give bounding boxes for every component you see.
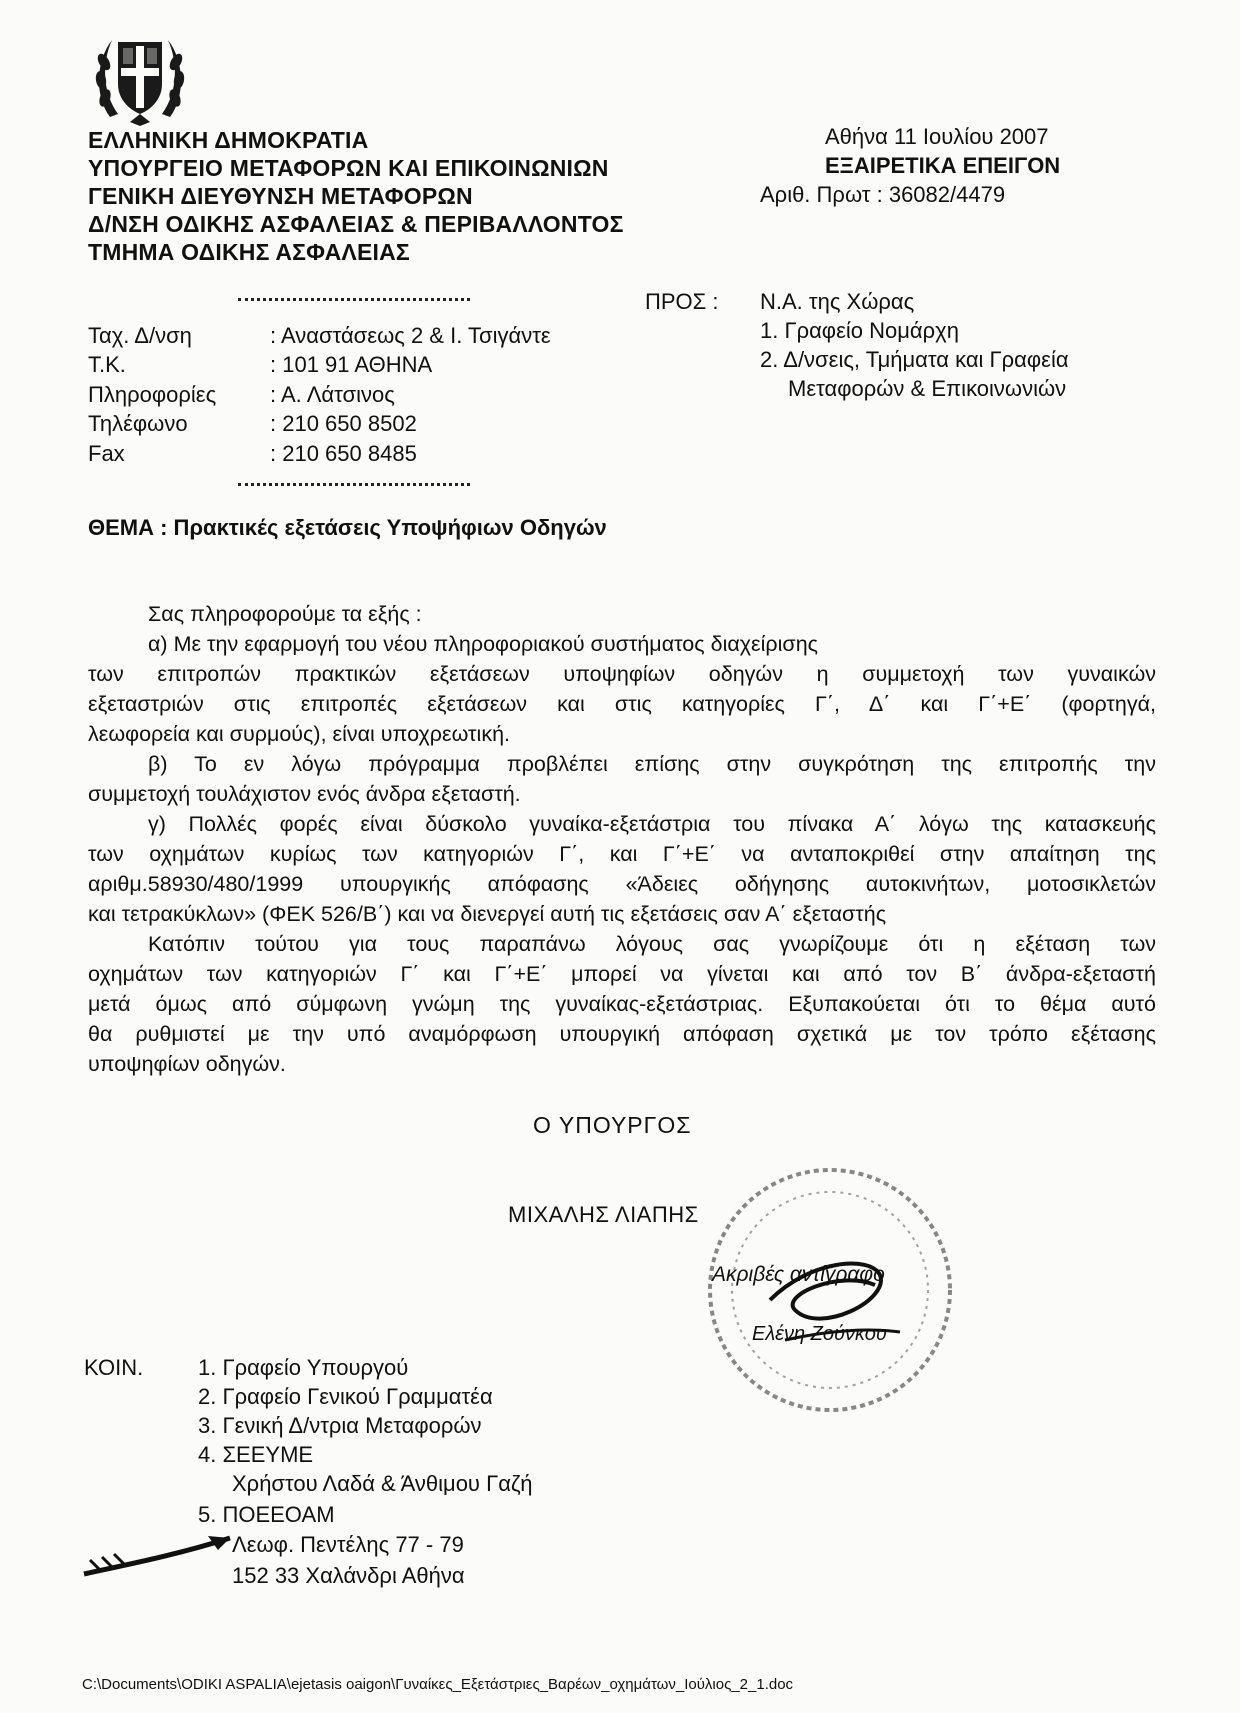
body-line-c: γ) Πολλές φορές είναι δύσκολο γυναίκα-εξετάστρια του πίνακα Α΄ λόγω της κατασκευής [148,812,1156,836]
recipient-line-1: Ν.Α. της Χώρας [760,289,915,314]
body-line: θα ρυθμιστεί με την υπό αναμόρφωση υπουργική απόφαση σχετικά με τον τρόπο εξέτασης [88,1022,1156,1046]
body-line: συμμετοχή τουλάχιστον ενός άνδρα εξεταστή. [88,782,521,806]
contact-label-fax: Fax [88,441,125,466]
header-line-3: ΓΕΝΙΚΗ ΔΙΕΥΘΥΝΣΗ ΜΕΤΑΦΟΡΩΝ [88,183,473,209]
cc-line: 3. Γενική Δ/ντρια Μεταφορών [198,1413,482,1438]
contact-value-address: : Αναστάσεως 2 & Ι. Τσιγάντε [270,323,551,348]
protocol-number: Αριθ. Πρωτ : 36082/4479 [760,182,1006,207]
body-line: και τετρακύκλων» (ΦΕΚ 526/Β΄) και να διενεργεί αυτή τις εξετάσεις σαν Α΄ εξεταστής [88,902,887,926]
body-line: οχημάτων των κατηγοριών Γ΄ και Γ΄+Ε΄ μπορεί να γίνεται και από τον Β΄ άνδρα-εξεταστή [88,962,1156,986]
separator-top [238,298,470,301]
urgency-label: ΕΞΑΙΡΕΤΙΚΑ ΕΠΕΙΓΟΝ [825,153,1061,178]
cc-line: 152 33 Χαλάνδρι Αθήνα [232,1563,465,1588]
contact-value-postcode: : 101 91 ΑΘΗΝΑ [270,352,433,377]
header-line-2: ΥΠΟΥΡΓΕΙΟ ΜΕΤΑΦΟΡΩΝ ΚΑΙ ΕΠΙΚΟΙΝΩΝΙΩΝ [88,155,609,181]
cc-line: Λεωφ. Πεντέλης 77 - 79 [232,1532,464,1557]
coat-of-arms-emblem [90,22,190,130]
file-path-footer: C:\Documents\ODIKI ASPALIA\ejetasis oaigon\Γυναίκες_Εξετάστριες_Βαρέων_οχημάτων_Ιούλιος_2_1.doc [82,1676,794,1693]
contact-label-address: Ταχ. Δ/νση [88,323,192,348]
body-line: των οχημάτων κυρίως των κατηγοριών Γ΄, και Γ΄+Ε΄ να ανταποκριθεί στην απαίτηση της [88,842,1156,866]
stamp-text-certified: Ακριβές αντίγραφο [712,1263,885,1286]
subject-line: ΘΕΜΑ : Πρακτικές εξετάσεις Υποψήφιων Οδηγών [88,515,607,540]
recipient-line-3: 2. Δ/νσεις, Τμήματα και Γραφεία [760,347,1069,372]
body-line-b: β) Το εν λόγω πρόγραμμα προβλέπει επίσης στην συγκρότηση της επιτροπής την [148,752,1156,776]
cc-line: 1. Γραφείο Υπουργού [198,1355,409,1380]
document-date: Αθήνα 11 Ιουλίου 2007 [825,124,1049,149]
body-line: εξεταστριών στις επιτροπές εξετάσεων και στις κατηγορίες Γ΄, Δ΄ και Γ΄+Ε΄ (φορτηγά, [88,692,1156,716]
body-line-d: Κατόπιν τούτου για τους παραπάνω λόγους σας γνωρίζουμε ότι η εξέταση των [148,932,1156,956]
body-line: των επιτροπών πρακτικών εξετάσεων υποψηφίων οδηγών η συμμετοχή των γυναικών [88,662,1156,686]
body-line: αριθμ.58930/480/1999 υπουργικής απόφασης «Άδειες οδήγησης αυτοκινήτων, μοτοσικλετών [88,872,1156,896]
contact-value-fax: : 210 650 8485 [270,441,417,466]
separator-bottom [238,483,470,486]
body-line: μετά όμως από σύμφωνη γνώμη της γυναίκας-εξετάστριας. Εξυπακούεται ότι το θέμα αυτό [88,992,1156,1016]
contact-label-info: Πληροφορίες [88,382,217,407]
body-line-a: α) Με την εφαρμογή του νέου πληροφοριακού συστήματος διαχείρισης [148,632,819,656]
signature-title: Ο ΥΠΟΥΡΓΟΣ [533,1112,692,1138]
header-line-1: ΕΛΛΗΝΙΚΗ ΔΗΜΟΚΡΑΤΙΑ [88,127,369,153]
contact-value-info: : Α. Λάτσινος [270,382,395,407]
body-line: λεωφορεία και συρμούς), είναι υποχρεωτική. [88,722,511,746]
contact-label-phone: Τηλέφωνο [88,411,188,436]
certified-copy-stamp [700,1160,960,1420]
cc-label: ΚΟΙΝ. [84,1355,144,1380]
body-intro: Σας πληροφορούμε τα εξής : [148,602,422,626]
signature-name: ΜΙΧΑΛΗΣ ΛΙΑΠΗΣ [508,1202,699,1227]
header-line-5: ΤΜΗΜΑ ΟΔΙΚΗΣ ΑΣΦΑΛΕΙΑΣ [88,239,410,265]
recipient-line-2: 1. Γραφείο Νομάρχη [760,318,959,343]
stamp-text-name: Ελένη Ζούνκου [752,1323,887,1345]
body-line: υποψηφίων οδηγών. [88,1052,286,1076]
cc-line: 4. ΣΕΕΥΜΕ [198,1442,314,1467]
contact-label-postcode: Τ.Κ. [88,352,126,377]
cc-line: 2. Γραφείο Γενικού Γραμματέα [198,1384,493,1409]
recipients-label: ΠΡΟΣ : [645,289,719,314]
recipient-line-4: Μεταφορών & Επικοινωνιών [788,376,1067,401]
cc-line: 5. ΠΟΕΕΟΑΜ [198,1502,335,1527]
contact-value-phone: : 210 650 8502 [270,411,417,436]
arrow-annotation-icon [80,1530,240,1580]
header-line-4: Δ/ΝΣΗ ΟΔΙΚΗΣ ΑΣΦΑΛΕΙΑΣ & ΠΕΡΙΒΑΛΛΟΝΤΟΣ [88,211,624,237]
cc-line: Χρήστου Λαδά & Άνθιμου Γαζή [232,1471,533,1496]
